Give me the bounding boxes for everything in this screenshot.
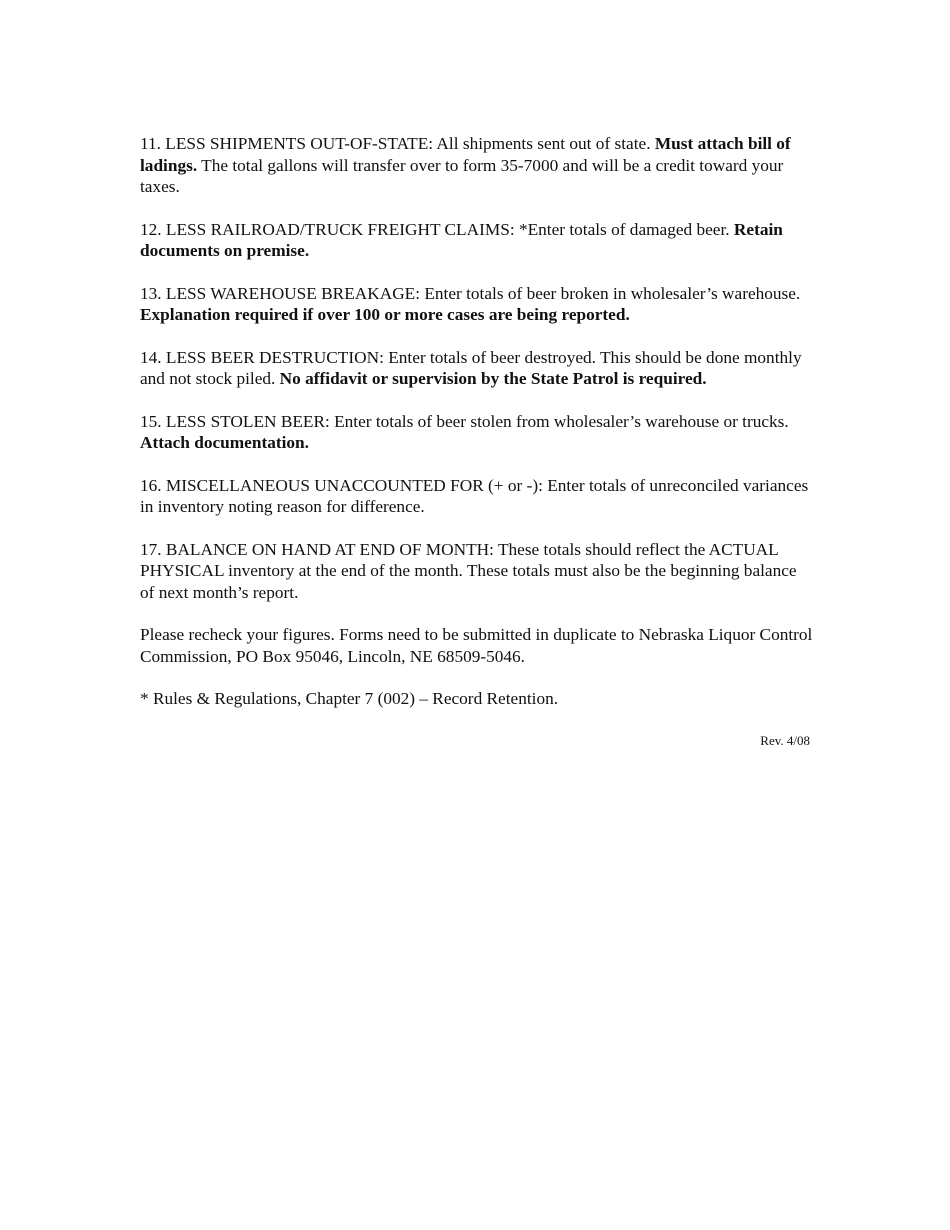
item-14-beer-destruction (140, 347, 815, 390)
item-14-text: 14. LESS BEER DESTRUCTION: Enter totals of beer destroyed. This should be done monthly and not stock piled. (140, 347, 802, 388)
item-11-requirement: Must attach bill of ladings. (140, 134, 791, 175)
item-12-text: 12. LESS RAILROAD/TRUCK FREIGHT CLAIMS: *Enter totals of damaged beer. (140, 219, 734, 239)
closing-note: Please recheck your figures. Forms need to be submitted in duplicate to Nebraska Liquor Control Commission, PO Box 95046, Lincoln, NE 68509-5046. (140, 625, 813, 666)
item-12-requirement: Retain documents on premise. (140, 219, 783, 260)
item-11-text-cont: The total gallons will transfer over to form 35-7000 and will be a credit toward your taxes. (140, 155, 784, 196)
item-13-text: 13. LESS WAREHOUSE BREAKAGE: Enter totals of beer broken in wholesaler’s warehouse. (140, 283, 801, 303)
item-12-freight-claims (140, 219, 815, 262)
revision-date: Rev. 4/08 (760, 733, 810, 748)
item-17-balance-on-hand (140, 539, 815, 604)
item-15-requirement: Attach documentation. (140, 433, 309, 452)
item-14-requirement: No affidavit or supervision by the State Patrol is required. (279, 369, 707, 388)
footnote: * Rules & Regulations, Chapter 7 (002) – Record Retention. (140, 689, 559, 708)
item-11-text: 11. LESS SHIPMENTS OUT-OF-STATE: All shipments sent out of state. (140, 134, 655, 153)
item-16-miscellaneous (140, 475, 815, 518)
item-16-text: 16. MISCELLANEOUS UNACCOUNTED FOR (+ or -): Enter totals of unreconciled variances in inventory noting reason for difference. (140, 475, 809, 516)
item-13-requirement: Explanation required if over 100 or more cases are being reported. (140, 305, 630, 324)
item-17-text: 17. BALANCE ON HAND AT END OF MONTH: These totals should reflect the ACTUAL PHYSICAL inventory at the end of the month. These totals must also be the beginning balance of next month’s report. (140, 539, 797, 602)
item-15-text: 15. LESS STOLEN BEER: Enter totals of beer stolen from wholesaler’s warehouse or trucks. (140, 411, 789, 431)
instructions-body (140, 133, 815, 710)
item-13-warehouse-breakage (140, 283, 815, 326)
item-15-stolen-beer (140, 411, 815, 454)
item-11-shipments-out-of-state (140, 133, 815, 198)
